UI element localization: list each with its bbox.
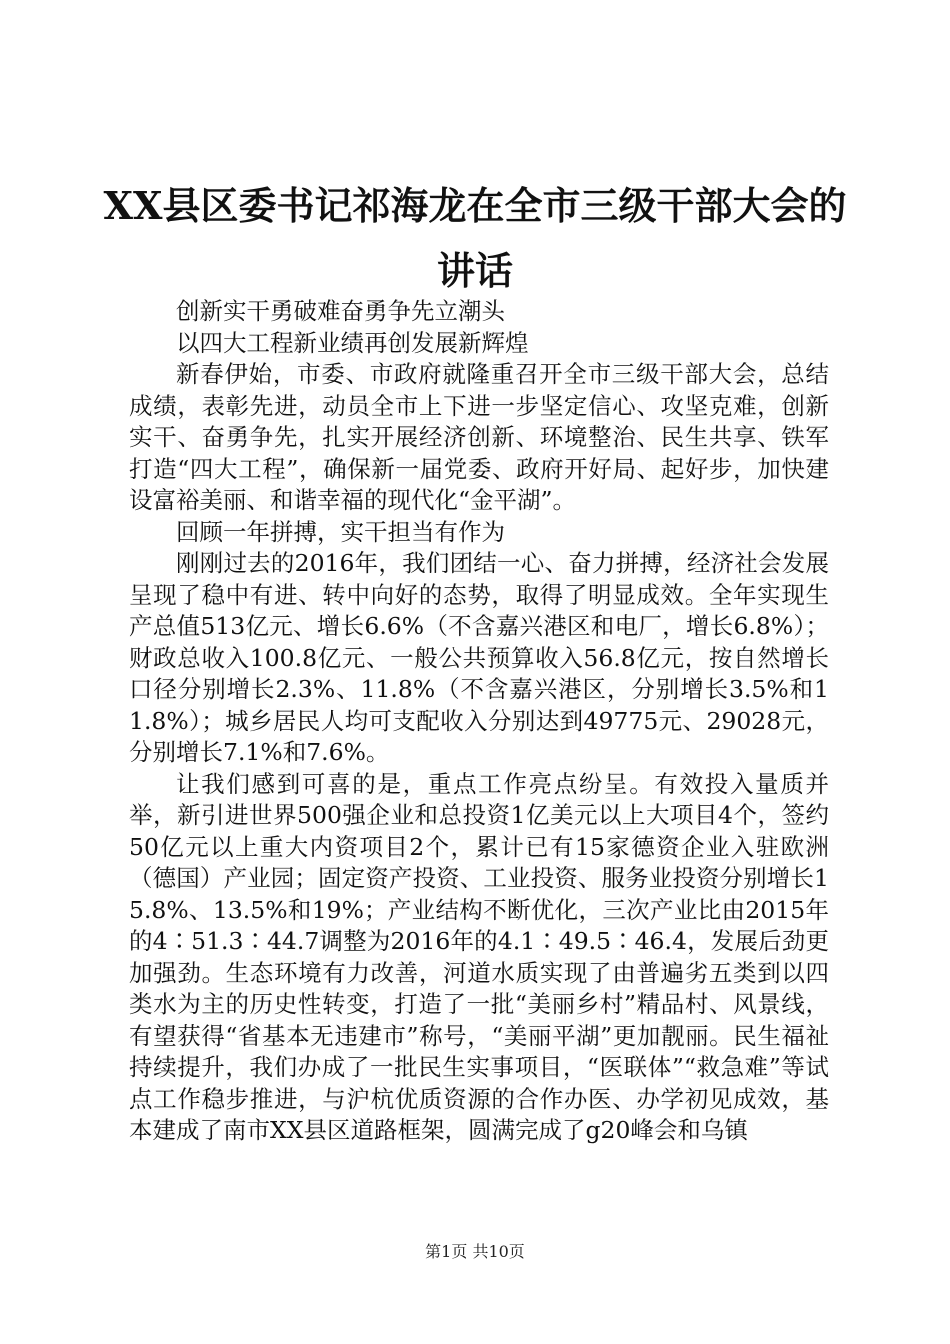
document-title-line-2: 讲话 <box>436 248 513 293</box>
subtitle-line-2: 以四大工程新业绩再创发展新辉煌 <box>176 328 529 357</box>
body-paragraph-opening: 新春伊始，市委、市政府就隆重召开全市三级干部大会，总结成绩，表彰先进，动员全市上下进一步坚定信心、攻坚克难，创新实干、奋勇争先，扎实开展经济创新、环境整治、民生共享、铁军打造“四大工程”，确保新一届党委、政府开好局、起好步，加快建设富裕美丽、和谐幸福的现代化“金平湖”。 <box>129 360 829 514</box>
subtitle-line-1: 创新实干勇破难奋勇争先立潮头 <box>176 297 505 325</box>
document-title-line-1: XX县区委书记祁海龙在全市三级干部大会的 <box>103 183 847 228</box>
body-paragraph-highlights: 让我们感到可喜的是，重点工作亮点纷呈。有效投入量质并举，新引进世界500强企业和总投资1亿美元以上大项目4个，签约50亿元以上重大内资项目2个，累计已有15家德资企业入驻欧洲（德国）产业园；固定资产投资、工业投资、服务业投资分别增长15.8%、13.5%和19%；产业结构不断优化，三次产业比由2015年的4∶51.3∶44.7调整为2016年的4.1∶49.5∶46.4，发展后劲更加强劲。生态环境有力改善，河道水质实现了由普遍劣五类到以四类水为主的历史性转变，打造了一批“美丽乡村”精品村、风景线，有望获得“省基本无违建市”称号，“美丽平湖”更加靓丽。民生福祉持续提升，我们办成了一批民生实事项目，“医联体”“救急难”等试点工作稳步推进，与沪杭优质资源的合作办医、办学初见成效，基本建成了南市XX县区道路框架，圆满完成了g20峰会和乌镇 <box>129 769 829 1144</box>
body-paragraph-economy: 刚刚过去的2016年，我们团结一心、奋力拼搏，经济社会发展呈现了稳中有进、转中向好的态势，取得了明显成效。全年实现生产总值513亿元、增长6.6%（不含嘉兴港区和电厂，增长6.8%）；财政总收入100.8亿元、一般公共预算收入56.8亿元，按自然增长口径分别增长2.3%、11.8%（不含嘉兴港区，分别增长3.5%和11.8%）；城乡居民人均可支配收入分别达到49775元、29028元，分别增长7.1%和7.6%。 <box>129 549 829 766</box>
page-number-footer: 第1页 共10页 <box>425 1242 525 1261</box>
section-heading-review: 回顾一年拼搏，实干担当有作为 <box>176 517 505 546</box>
document-body <box>129 296 829 1147</box>
